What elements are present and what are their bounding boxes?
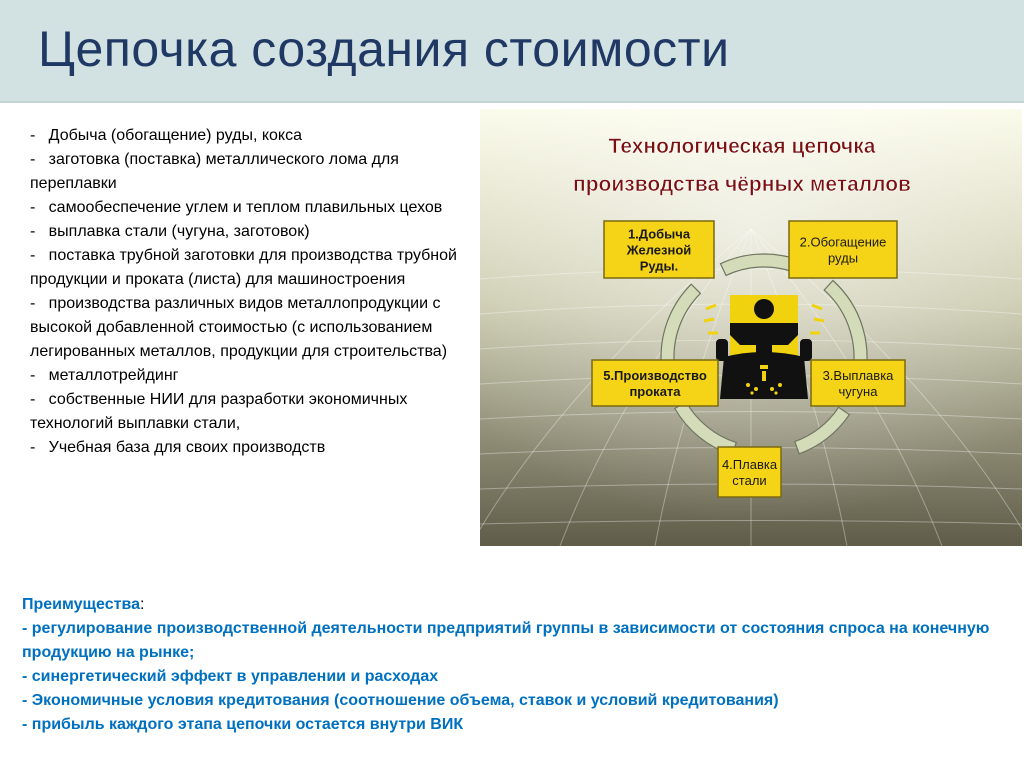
stage-label-line: стали bbox=[732, 473, 767, 488]
list-item: - Добыча (обогащение) руды, кокса bbox=[30, 127, 302, 144]
list-item: - производства различных видов металлопродукции с высокой добавленной стоимостью (с использованием легированных металлов, продукции для строительства) bbox=[30, 295, 448, 360]
slide-title: Цепочка создания стоимости bbox=[38, 21, 730, 77]
advantages-title: Преимущества bbox=[22, 596, 140, 613]
stage-label-line: 1.Добыча bbox=[627, 226, 691, 242]
stage-label-line: 5.Производство bbox=[603, 368, 707, 383]
stage-label-line: проката bbox=[629, 384, 681, 399]
stage-box-2 bbox=[789, 221, 897, 278]
stage-box-background bbox=[718, 447, 781, 497]
advantage-item: - Экономичные условия кредитования (соотношение объема, ставок и условий кредитования) bbox=[22, 692, 779, 709]
stage-label-line: 2.Обогащение bbox=[799, 234, 887, 250]
figure-title-line1: Технологическая цепочка bbox=[608, 135, 876, 158]
stage-label-line: 3.Выплавка bbox=[822, 368, 894, 383]
stage-label-line: чугуна bbox=[838, 384, 878, 399]
stage-label-line: руды bbox=[827, 250, 859, 266]
figure-title-line2: производства чёрных металлов bbox=[573, 173, 911, 196]
list-item: - выплавка стали (чугуна, заготовок) bbox=[30, 223, 310, 240]
stage-box-background bbox=[811, 360, 905, 406]
stage-box-4 bbox=[718, 447, 781, 497]
production-chain-figure bbox=[480, 109, 1022, 546]
list-item: - заготовка (поставка) металлического лома для переплавки bbox=[30, 151, 399, 192]
chain-diagram bbox=[480, 109, 1022, 546]
list-item: - самообеспечение углем и теплом плавильных цехов bbox=[30, 199, 443, 216]
stage-box-background bbox=[789, 221, 897, 278]
list-item: - поставка трубной заготовки для производства трубной продукции и проката (листа) для машиностроения bbox=[30, 247, 457, 288]
stage-label-line: Железной bbox=[626, 242, 692, 258]
stage-box-5 bbox=[592, 360, 718, 406]
value-chain-list bbox=[30, 124, 470, 460]
stage-box-background bbox=[592, 360, 718, 406]
stage-box-1 bbox=[604, 221, 714, 278]
title-bar bbox=[0, 0, 1024, 103]
advantage-item: - синергетический эффект в управлении и расходах bbox=[22, 668, 439, 685]
stage-label-line: Руды. bbox=[639, 258, 679, 274]
advantages-block bbox=[22, 593, 1012, 737]
list-item: - металлотрейдинг bbox=[30, 367, 179, 384]
stage-box-3 bbox=[811, 360, 905, 406]
advantage-item: - регулирование производственной деятельности предприятий группы в зависимости от состояния спроса на конечную продукцию на рынке; bbox=[22, 620, 990, 661]
advantages-heading: Преимущества: bbox=[22, 596, 145, 613]
advantage-item: - прибыль каждого этапа цепочки остается внутри ВИК bbox=[22, 716, 464, 733]
list-item: - собственные НИИ для разработки экономичных технологий выплавки стали, bbox=[30, 391, 408, 432]
list-item: - Учебная база для своих производств bbox=[30, 439, 326, 456]
stage-label-line: 4.Плавка bbox=[721, 457, 778, 472]
